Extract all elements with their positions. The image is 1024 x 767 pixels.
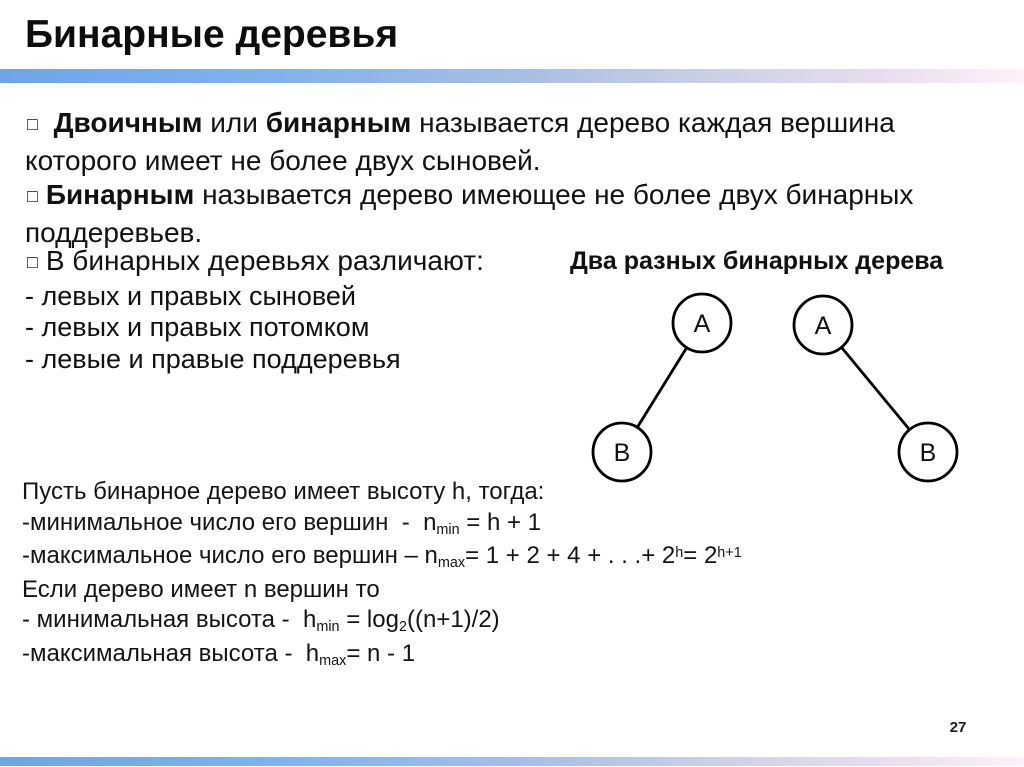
- formula-block: [22, 477, 782, 672]
- text-segment-sup: h+1: [717, 544, 742, 561]
- text-segment: ((n+1)/2): [406, 606, 500, 633]
- text-segment: = n - 1: [346, 639, 416, 667]
- text-segment: = 2: [683, 542, 718, 569]
- text-segment: -максимальная высота - h: [22, 639, 320, 667]
- page-number: 27: [949, 719, 967, 736]
- footer-accent-bar: [0, 757, 1024, 766]
- text-segment: = h + 1: [459, 508, 542, 536]
- text-segment-sub: max: [319, 652, 347, 669]
- text-segment: Если дерево имеет n вершин то: [22, 575, 380, 603]
- bullet-paragraph-subtree-definition: [25, 178, 965, 250]
- text-segment-b: Бинарным: [45, 179, 195, 210]
- tree-node-label: A: [693, 310, 711, 338]
- formula-line-min-vertices: [22, 508, 782, 542]
- text-segment-b: Двоичным: [53, 107, 203, 138]
- text-segment-b: бинарным: [265, 107, 412, 138]
- definition-paragraphs: [25, 106, 965, 250]
- binary-trees-diagram: [550, 282, 1010, 502]
- bullet-paragraph-distinguish: [25, 245, 545, 281]
- text-segment-sup: h: [675, 544, 684, 561]
- formula-line-max-vertices: [22, 541, 782, 575]
- list-item: - левых и правых потомком: [25, 312, 370, 342]
- tree-node-label: A: [814, 312, 832, 340]
- formula-line-n-intro: [22, 575, 782, 606]
- slide-title: Бинарные деревья: [25, 13, 399, 56]
- text-segment-sub: min: [436, 521, 460, 538]
- tree-node-label: B: [919, 439, 937, 467]
- text-segment: = log: [339, 606, 399, 633]
- text-segment: - минимальная высота - h: [22, 606, 317, 633]
- distinction-list: [25, 245, 545, 375]
- list-item: - левые и правые поддеревья: [25, 343, 401, 374]
- square-bullet-icon: □: [27, 251, 38, 272]
- formula-line-min-height: [22, 605, 782, 639]
- text-segment: [46, 107, 54, 138]
- tree-node-label: B: [613, 439, 631, 467]
- text-segment: называется дерево каждая вершина которого имеет не более двух сыновей.: [25, 107, 895, 176]
- text-segment-sub: max: [437, 555, 466, 572]
- text-segment: -максимальное число его вершин – n: [22, 542, 438, 569]
- tree-diagram-svg: [550, 282, 1010, 502]
- text-segment-sub: min: [316, 619, 340, 636]
- text-segment: -минимальное число его вершин - n: [22, 508, 437, 536]
- bullet-paragraph-binary-definition: [25, 106, 965, 178]
- title-accent-bar: [0, 69, 1024, 83]
- formula-line-height-intro: [22, 477, 782, 508]
- list-item: - левых и правых сыновей: [25, 280, 356, 311]
- diagram-caption: Два разных бинарных дерева: [570, 247, 944, 275]
- text-segment: = 1 + 2 + 4 + . . .+ 2: [465, 542, 676, 569]
- text-segment: или: [202, 107, 266, 138]
- text-segment: Пусть бинарное дерево имеет высоту h, тогда:: [22, 478, 545, 505]
- square-bullet-icon: □: [27, 113, 38, 134]
- text-segment-sub: 2: [398, 619, 407, 636]
- text-segment: В бинарных деревьях различают:: [45, 245, 484, 276]
- formula-line-max-height: [22, 639, 782, 673]
- square-bullet-icon: □: [27, 185, 38, 206]
- text-segment: называется дерево имеющее не более двух бинарных поддеревьев.: [25, 179, 914, 248]
